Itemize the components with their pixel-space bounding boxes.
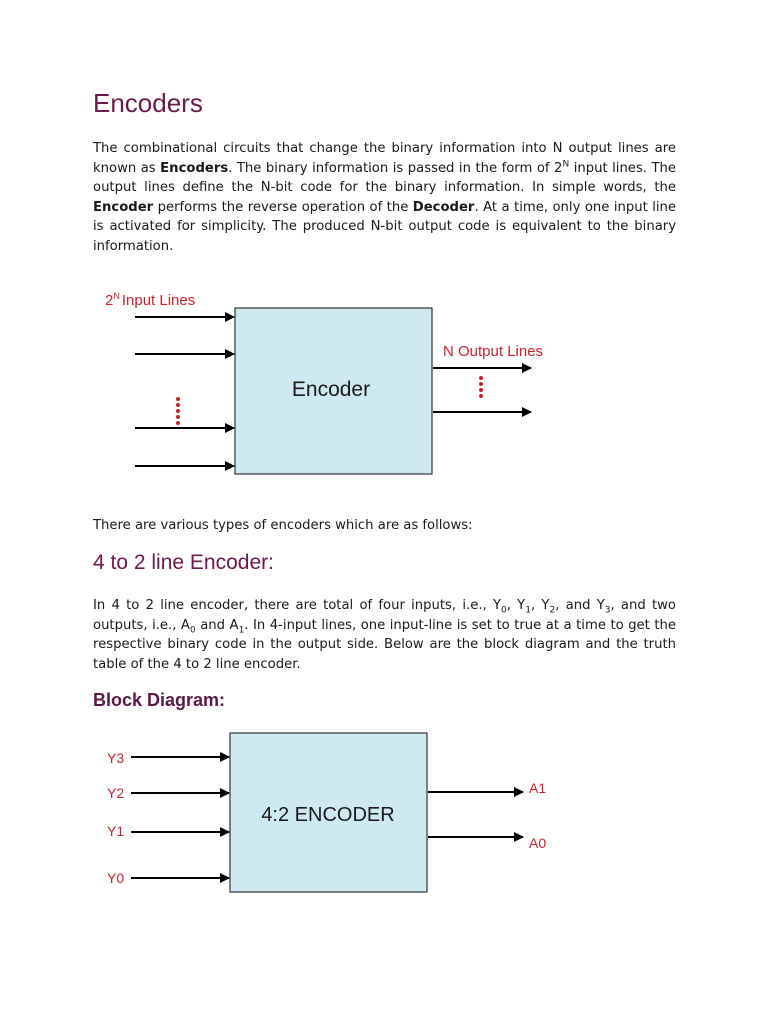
- intro-text-5: . At a time, only one input line is activated for simplicity. The produced N-bit output code is equivalent to the binary information.: [93, 199, 677, 254]
- input-lines-label: [105, 291, 195, 309]
- input-label-y2: Y2: [107, 785, 125, 801]
- sec-text-a: In 4 to 2 line encoder, there are total of four inputs, i.e., Y: [93, 598, 502, 613]
- sec-sub-a: 0: [501, 605, 507, 616]
- encoder-diagram: [93, 272, 583, 497]
- intro-bold-decoder: Decoder: [412, 199, 475, 215]
- sec-sub-e: 0: [189, 625, 196, 636]
- sec-text-c: , Y: [530, 598, 550, 613]
- input-label-y3: Y3: [107, 750, 125, 766]
- encoder-4-2-label: 4:2 ENCODER: [261, 804, 395, 826]
- sec-text-f: and A: [195, 617, 239, 633]
- input-ellipsis-dots: [176, 397, 180, 425]
- sec-text-g: . In 4-input lines, one input-line is set to true at a time to get the respective binary code in the output side. Below are the block diagram and the truth table of the 4 to 2 line encoder.: [93, 617, 676, 672]
- input-label-rest: Input Lines: [121, 292, 196, 309]
- intro-bold-encoders: Encoders: [160, 160, 229, 176]
- intro-text-3: input lines. The output lines define the N-bit code for the binary information. In simple words, the: [93, 160, 676, 196]
- sec-sub-c: 2: [549, 605, 556, 616]
- output-label-a1: A1: [529, 780, 547, 796]
- sec-text-b: , Y: [506, 598, 526, 613]
- sec-text-e: , and two outputs, i.e., A: [93, 598, 677, 633]
- encoder-box-label: Encoder: [291, 378, 371, 401]
- output-lines-label: N Output Lines: [443, 343, 544, 360]
- block-diagram-title: Block Diagram:: [93, 690, 226, 710]
- block-diagram-4-2: [93, 725, 583, 920]
- output-label-a0: A0: [529, 835, 547, 851]
- types-paragraph: There are various types of encoders which are as follows:: [93, 518, 473, 533]
- intro-text-4: performs the reverse operation of the: [153, 199, 413, 215]
- input-label-y0: Y0: [107, 870, 125, 886]
- page-title: Encoders: [93, 88, 203, 118]
- intro-text-1: The combinational circuits that change the binary information into N output lines are known as: [93, 141, 676, 176]
- sec-text-d: , and Y: [555, 598, 605, 613]
- input-label-sup: N: [113, 291, 120, 301]
- sec-sub-f: 1: [238, 625, 245, 636]
- input-label-y1: Y1: [107, 823, 125, 839]
- sec-sub-d: 3: [604, 605, 611, 616]
- input-label-base: 2: [105, 292, 114, 309]
- section-title: 4 to 2 line Encoder:: [93, 551, 274, 574]
- sec-sub-b: 1: [525, 605, 531, 616]
- section-paragraph: [93, 596, 676, 674]
- output-ellipsis-dots: [479, 376, 483, 398]
- intro-sup-n: N: [562, 159, 570, 170]
- intro-text-2: . The binary information is passed in the form of 2: [228, 160, 563, 176]
- intro-paragraph: [93, 139, 676, 257]
- intro-bold-encoder: Encoder: [93, 199, 154, 215]
